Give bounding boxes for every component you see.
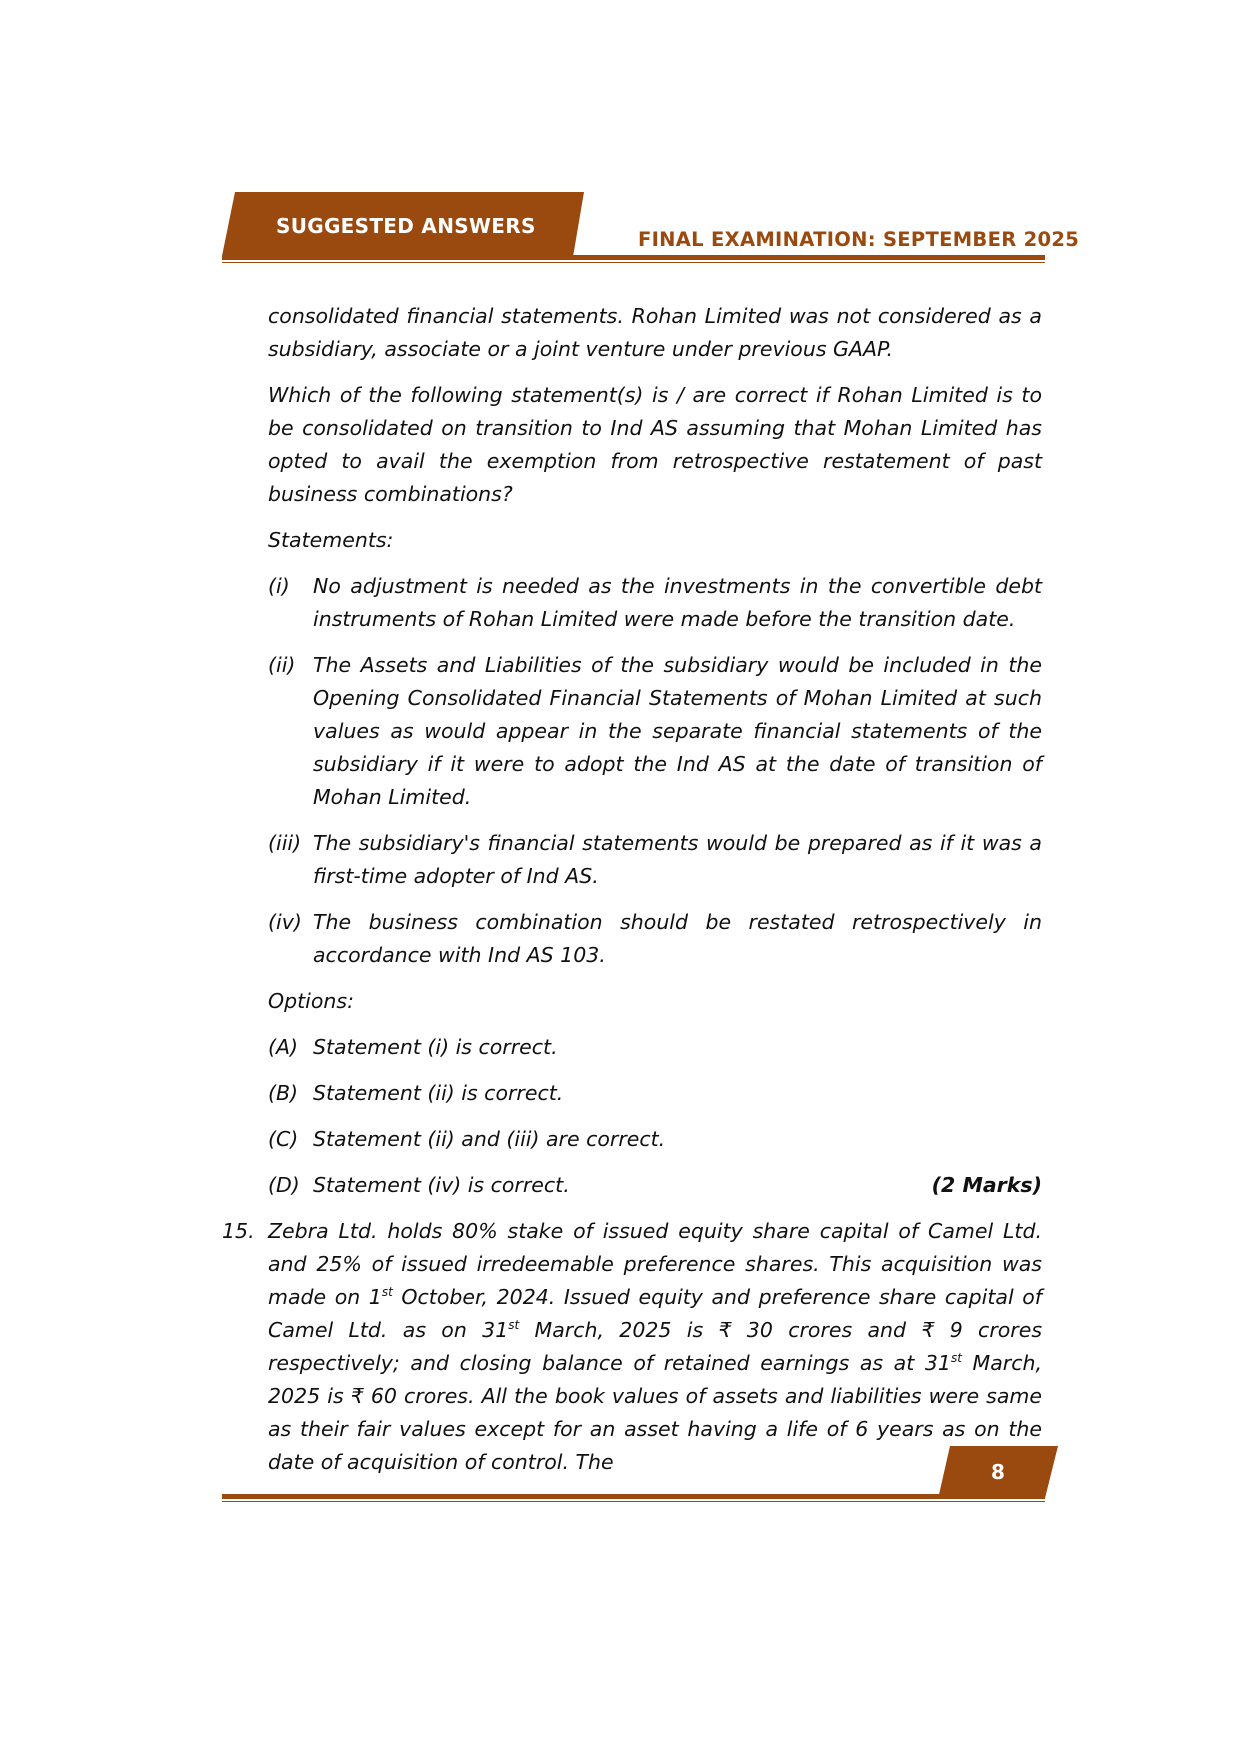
footer-rule xyxy=(222,1494,1045,1499)
footer-rule-thin xyxy=(222,1501,1045,1502)
header-rule xyxy=(222,255,1045,260)
option-text: Statement (i) is correct. xyxy=(313,1035,558,1059)
option-item xyxy=(268,1169,1042,1202)
question-text-part: March, 2025 is ₹ 30 crores and ₹ 9 crores respectively; and closing balance of retained earnings as at 31 xyxy=(268,1318,1043,1375)
option-text xyxy=(313,1169,1042,1202)
ordinal-suffix: st xyxy=(950,1351,962,1366)
question-text xyxy=(268,1215,1042,1479)
statement-item xyxy=(268,649,1042,814)
statements-heading: Statements: xyxy=(268,528,394,552)
marks-label: (2 Marks) xyxy=(931,1173,1042,1197)
option-text: Statement (ii) is correct. xyxy=(313,1081,564,1105)
ordinal-suffix: st xyxy=(381,1285,393,1300)
paragraph-continuation: consolidated financial statements. Rohan Limited was not considered as a subsidiary, associate or a joint venture under previous GAAP. xyxy=(268,304,1042,361)
option-label: (A) xyxy=(268,1035,299,1059)
statement-item xyxy=(268,827,1042,893)
ordinal-suffix: st xyxy=(508,1318,520,1333)
statement-label: (ii) xyxy=(268,653,296,677)
option-item xyxy=(268,1123,1042,1156)
option-text: Statement (ii) and (iii) are correct. xyxy=(313,1127,666,1151)
statement-text: The business combination should be restated retrospectively in accordance with Ind AS 103. xyxy=(313,910,1042,967)
statement-item xyxy=(268,570,1042,636)
page-number: 8 xyxy=(991,1460,1005,1484)
header-left-title: SUGGESTED ANSWERS xyxy=(276,214,536,238)
question-15 xyxy=(222,1215,1042,1479)
statement-text: The Assets and Liabilities of the subsidiary would be included in the Opening Consolidated Financial Statements of Mohan Limited at such values as would appear in the separate financial statements of the subsidiary if it were to adopt the Ind AS at the date of transition of Mohan Limited. xyxy=(313,653,1042,809)
statement-text: The subsidiary's financial statements would be prepared as if it was a first-time adopter of Ind AS. xyxy=(313,831,1042,888)
statement-label: (iv) xyxy=(268,910,302,934)
question-number: 15. xyxy=(222,1219,255,1243)
option-item xyxy=(268,1031,1042,1064)
question-prompt: Which of the following statement(s) is / are correct if Rohan Limited is to be consolidated on transition to Ind AS assuming that Mohan Limited has opted to avail the exemption from retrospective restatement of past business combinations? xyxy=(268,383,1042,506)
option-label: (D) xyxy=(268,1173,300,1197)
question-text-part: Zebra Ltd. holds 80% stake of issued equity share capital of Camel Ltd. and 25% of issued irredeemable preference shares. This acquisition was made on 1 xyxy=(268,1219,1042,1309)
header-rule-thin xyxy=(222,262,1045,263)
option-text-content: Statement (iv) is correct. xyxy=(313,1173,570,1197)
page-content xyxy=(222,300,1042,1492)
statement-label: (i) xyxy=(268,574,290,598)
option-label: (C) xyxy=(268,1127,299,1151)
option-label: (B) xyxy=(268,1081,299,1105)
question-text-part: October, 2024. Issued equity and preference share capital of Camel Ltd. as on 31 xyxy=(268,1285,1042,1342)
options-heading: Options: xyxy=(268,989,355,1013)
option-item xyxy=(268,1077,1042,1110)
statement-item xyxy=(268,906,1042,972)
statement-text: No adjustment is needed as the investments in the convertible debt instruments of Rohan Limited were made before the transition date. xyxy=(313,574,1042,631)
question-text-part: March, 2025 is ₹ 60 crores. All the book values of assets and liabilities were same as their fair values except for an asset having a life of 6 years as on the date of acquisition of control. The xyxy=(268,1351,1042,1474)
statement-label: (iii) xyxy=(268,831,302,855)
header-right-title: FINAL EXAMINATION: SEPTEMBER 2025 xyxy=(638,228,1080,251)
